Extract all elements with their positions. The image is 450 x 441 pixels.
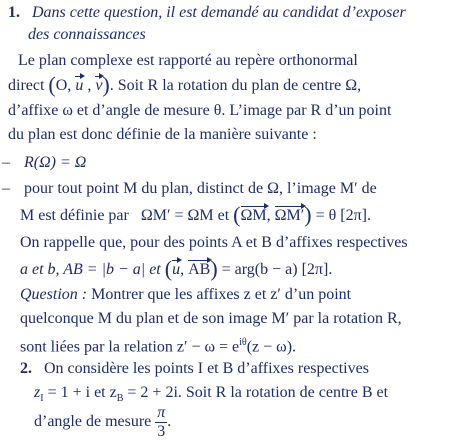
- recall-2b: = arg(b − a) [2π].: [221, 261, 333, 278]
- rule-2b-a: M est définie par: [20, 207, 129, 224]
- fraction-denominator: 3: [157, 423, 166, 440]
- question-text-3-end: (z − ω).: [246, 338, 297, 356]
- vector-u: u: [75, 75, 83, 97]
- vector-omega-m: ΩM: [241, 205, 267, 227]
- recall-vector-u: u: [172, 259, 180, 281]
- q1-heading-text-cont: des connaissances: [28, 26, 146, 43]
- q2-line-1: [20, 358, 369, 380]
- question-line-2: quelconque M du plan et de son image M′ par la rotation R,: [20, 310, 402, 327]
- rule-1: [2, 152, 86, 174]
- fraction-pi-over-3: [155, 404, 167, 441]
- question-label: Question :: [20, 286, 88, 303]
- q1-line-3: Le plan complexe est rapporté au repère orthonormal: [18, 52, 358, 69]
- q1-number: 1.: [8, 4, 20, 21]
- fraction-numerator: π: [157, 404, 166, 421]
- frame-paren-close: ): [102, 72, 110, 97]
- recall-2a: a et b, AB = |b − a| et: [20, 261, 161, 278]
- recall-paren-open: (: [164, 256, 173, 281]
- recall-paren-close: ): [210, 256, 218, 281]
- q1-heading-text: Dans cette question, il est demandé au candidat d’exposer: [32, 4, 406, 21]
- angle-paren-close: ): [304, 202, 312, 227]
- question-text-3: sont liées par la relation z′ − ω = e: [20, 338, 240, 356]
- recall-vector-ab: AB: [188, 259, 210, 281]
- q2-z-i: z: [34, 384, 41, 401]
- angle-separator: ,: [266, 207, 271, 224]
- question-text-1: Montrer que les affixes z et z′ d’un point: [91, 286, 352, 303]
- q2-z-i-sub: I: [40, 393, 44, 405]
- q2-line-3: [34, 404, 171, 441]
- vector-v: v: [95, 75, 102, 97]
- q2-text-2c: = 2 + 2i. Soit R la rotation de centre B et: [127, 384, 389, 401]
- question-line-1: [20, 284, 351, 306]
- rule-1-text: R(Ω) = Ω: [24, 154, 87, 171]
- q1-direct-word: direct: [8, 77, 45, 94]
- recall-separator: ,: [180, 261, 185, 278]
- frame-paren-open: (: [48, 72, 56, 97]
- q1-line-5: d’affixe ω et d’angle de mesure θ. L’image par R d’un point: [8, 102, 392, 119]
- angle-paren-open: (: [233, 202, 241, 227]
- q2-text-3-end: .: [167, 413, 172, 431]
- rule-2b-c: = θ [2π].: [315, 207, 371, 224]
- q2-text-1: On considère les points I et B d’affixes respectives: [44, 360, 369, 377]
- rule-2-cont: [20, 204, 371, 227]
- rule-2: [2, 178, 377, 200]
- frame-origin: O,: [55, 77, 72, 94]
- q1-line-4-rest: . Soit R la rotation du plan de centre Ω,: [109, 77, 362, 94]
- rule-2-dash: –: [2, 180, 10, 197]
- vector-omega-m-prime: ΩM′: [275, 205, 305, 227]
- q2-text-3: d’angle de mesure: [34, 413, 152, 431]
- rule-2-text: pour tout point M du plan, distinct de Ω, l’image M′ de: [24, 180, 377, 197]
- recall-line-2: [20, 258, 332, 281]
- q2-text-2b: = 1 + i et z: [47, 384, 117, 401]
- exponent-i-theta: iθ: [239, 337, 247, 348]
- rule-1-dash: –: [2, 154, 10, 171]
- q2-number: 2.: [20, 360, 32, 377]
- q2-z-b-sub: B: [116, 393, 124, 405]
- question-line-3: [20, 332, 296, 358]
- recall-line-1: On rappelle que, pour des points A et B d’affixes respectives: [20, 234, 408, 251]
- rule-2b-b: ΩM′ = ΩM et: [140, 207, 230, 224]
- q1-heading-line: [8, 2, 406, 24]
- q1-line-6: du plan est donc définie de la manière suivante :: [8, 126, 317, 143]
- q1-line-4: direct (O, u , v). Soit R la rotation du plan de centre Ω,: [8, 72, 362, 97]
